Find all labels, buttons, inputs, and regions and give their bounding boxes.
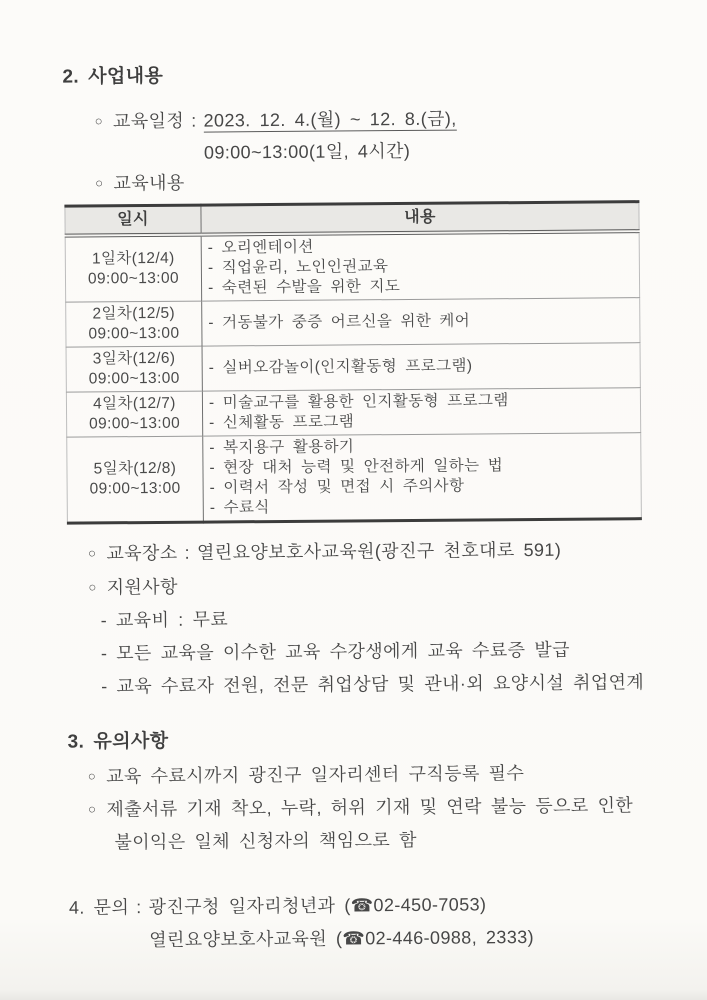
content-item: - 실버오감놀이(인지활동형 프로그램)	[208, 357, 473, 377]
table-row-day4	[66, 388, 640, 438]
education-schedule-line	[95, 104, 662, 134]
day-label: 4일차(12/7)	[93, 394, 176, 413]
day-label: 1일차(12/4)	[91, 249, 175, 268]
support-item: - 모든 교육을 이수한 교육 수강생에게 교육 수료증 발급	[100, 639, 570, 664]
circle-bullet-icon: ○	[94, 113, 104, 129]
time-label: 09:00~13:00	[89, 479, 181, 498]
content-item: - 거동불가 중증 어르신을 위한 케어	[208, 312, 471, 332]
time-label: 09:00~13:00	[88, 369, 180, 388]
notice-item-2-text: 제출서류 기재 착오, 누락, 허위 기재 및 연락 불능 등으로 인한	[106, 795, 634, 820]
schedule-dates: 2023. 12. 4.(월) ~ 12. 8.(금),	[203, 108, 457, 131]
circle-bullet-icon: ○	[88, 545, 97, 561]
colon-separator: :	[184, 542, 191, 563]
content-item: - 숙련된 수발을 위한 지도	[207, 278, 401, 297]
day-label: 2일차(12/5)	[92, 304, 176, 323]
section-title-notice: 3. 유의사항	[67, 730, 169, 753]
support-item: - 교육 수료자 전원, 전문 취업상담 및 관내·외 요양시설 취업연계	[101, 672, 645, 697]
circle-bullet-icon: ○	[87, 768, 97, 784]
content-item: - 수료식	[209, 499, 270, 517]
location-value: 열린요양보호사교육원(광진구 천호대로 591)	[196, 539, 562, 563]
education-schedule-table	[64, 200, 641, 525]
support-section-line	[88, 570, 665, 601]
content-item: - 미술교구를 활용한 인지활동형 프로그램	[208, 392, 509, 412]
table-row-day2	[66, 298, 640, 348]
time-label: 09:00~13:00	[87, 269, 180, 288]
contents-label: 교육내용	[113, 172, 185, 194]
location-label: 교육장소	[106, 542, 178, 564]
day-label: 3일차(12/6)	[92, 349, 176, 368]
table-row-day5	[67, 433, 642, 524]
content-item: - 복지용구 활용하기	[209, 438, 355, 457]
content-item: - 이력서 작성 및 면접 시 주의사항	[209, 477, 465, 497]
schedule-label: 교육일정	[112, 110, 185, 132]
notice-item-1-text: 교육 수료시까지 광진구 일자리센터 구직등록 필수	[106, 763, 525, 787]
circle-bullet-icon: ○	[95, 175, 104, 191]
time-label: 09:00~13:00	[89, 414, 181, 433]
education-contents-line	[95, 166, 662, 196]
document-content	[62, 62, 668, 954]
time-label: 09:00~13:00	[88, 324, 180, 343]
colon-separator: :	[191, 110, 197, 131]
schedule-time: 09:00~13:00(1일, 4시간)	[203, 140, 411, 163]
contact-heading: 4. 문의	[68, 897, 130, 918]
circle-bullet-icon: ○	[88, 801, 97, 817]
table-row-day1	[65, 231, 640, 302]
column-header-datetime: 일시	[65, 205, 201, 236]
contact-line-1	[69, 890, 668, 921]
notice-item-2-continuation: 불이익은 일체 신청자의 책임으로 함	[114, 829, 417, 853]
day-label: 5일차(12/8)	[93, 459, 177, 478]
support-label: 지원사항	[106, 576, 178, 598]
circle-bullet-icon: ○	[88, 579, 97, 595]
notice-item-2	[88, 792, 667, 823]
contact-phone-2: 열린요양보호사교육원 (☎02-446-0988, 2333)	[149, 927, 535, 951]
content-item: - 현장 대처 능력 및 안전하게 일하는 법	[209, 457, 504, 477]
colon-separator: :	[136, 897, 142, 918]
section-title-business: 2. 사업내용	[62, 65, 164, 88]
content-item: - 직업윤리, 노인인권교육	[207, 258, 389, 277]
notice-item-1	[88, 759, 667, 790]
education-location-line	[88, 536, 665, 567]
table-header-row	[65, 202, 639, 236]
contact-phone-1: 광진구청 일자리청년과 (☎02-450-7053)	[148, 894, 487, 918]
column-header-content: 내용	[201, 202, 639, 235]
support-item: - 교육비 : 무료	[100, 609, 229, 631]
table-row-day3	[66, 343, 640, 393]
content-item: - 오리엔테이션	[207, 238, 314, 257]
content-item: - 신체활동 프로그램	[209, 413, 355, 432]
